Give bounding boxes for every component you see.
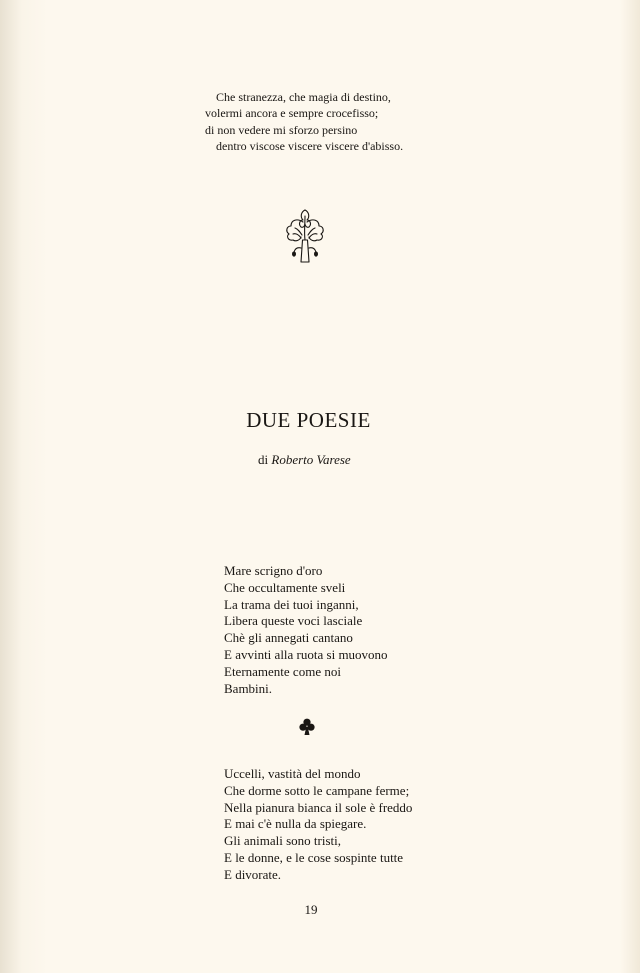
poem-two [224, 766, 412, 884]
verse-line: La trama dei tuoi inganni, [224, 596, 359, 612]
page-number: 19 [304, 902, 318, 917]
verse-line: E mai c'è nulla da spiegare. [224, 816, 367, 832]
verse-line: E avvinti alla ruota si muovono [224, 646, 388, 662]
verse-line: Che dorme sotto le campane ferme; [224, 782, 410, 798]
verse-line: Uccelli, vastità del mondo [224, 766, 361, 781]
opening-stanza [205, 89, 403, 154]
verse-line: E le donne, e le cose sospinte tutte [224, 849, 404, 865]
verse-line: Che stranezza, che magia di destino, [216, 90, 391, 104]
verse-line: dentro viscose viscere viscere d'abisso. [216, 138, 404, 153]
verse-line: Chè gli annegati cantano [224, 630, 353, 646]
verse-line: volermi ancora e sempre crocefisso; [205, 106, 379, 121]
verse-line: Libera queste voci lasciale [224, 613, 363, 629]
poem-one [224, 563, 388, 697]
verse-line: Mare scrigno d'oro [224, 563, 323, 578]
byline-prefix: di [258, 452, 269, 467]
byline [258, 452, 351, 468]
verse-line: E divorate. [224, 866, 282, 882]
verse-line: Eternamente come noi [224, 663, 341, 679]
verse-line: Nella pianura bianca il sole è freddo [224, 799, 413, 815]
author-name: Roberto Varese [271, 452, 351, 467]
verse-line: Gli animali sono tristi, [224, 833, 341, 849]
tree-ornament-icon [279, 204, 331, 264]
verse-line: Che occultamente sveli [224, 579, 346, 595]
verse-line: di non vedere mi sforzo persino [205, 122, 358, 137]
club-ornament-icon [299, 718, 315, 736]
verse-line: Bambini. [224, 680, 273, 696]
section-title: DUE POESIE [246, 408, 371, 432]
